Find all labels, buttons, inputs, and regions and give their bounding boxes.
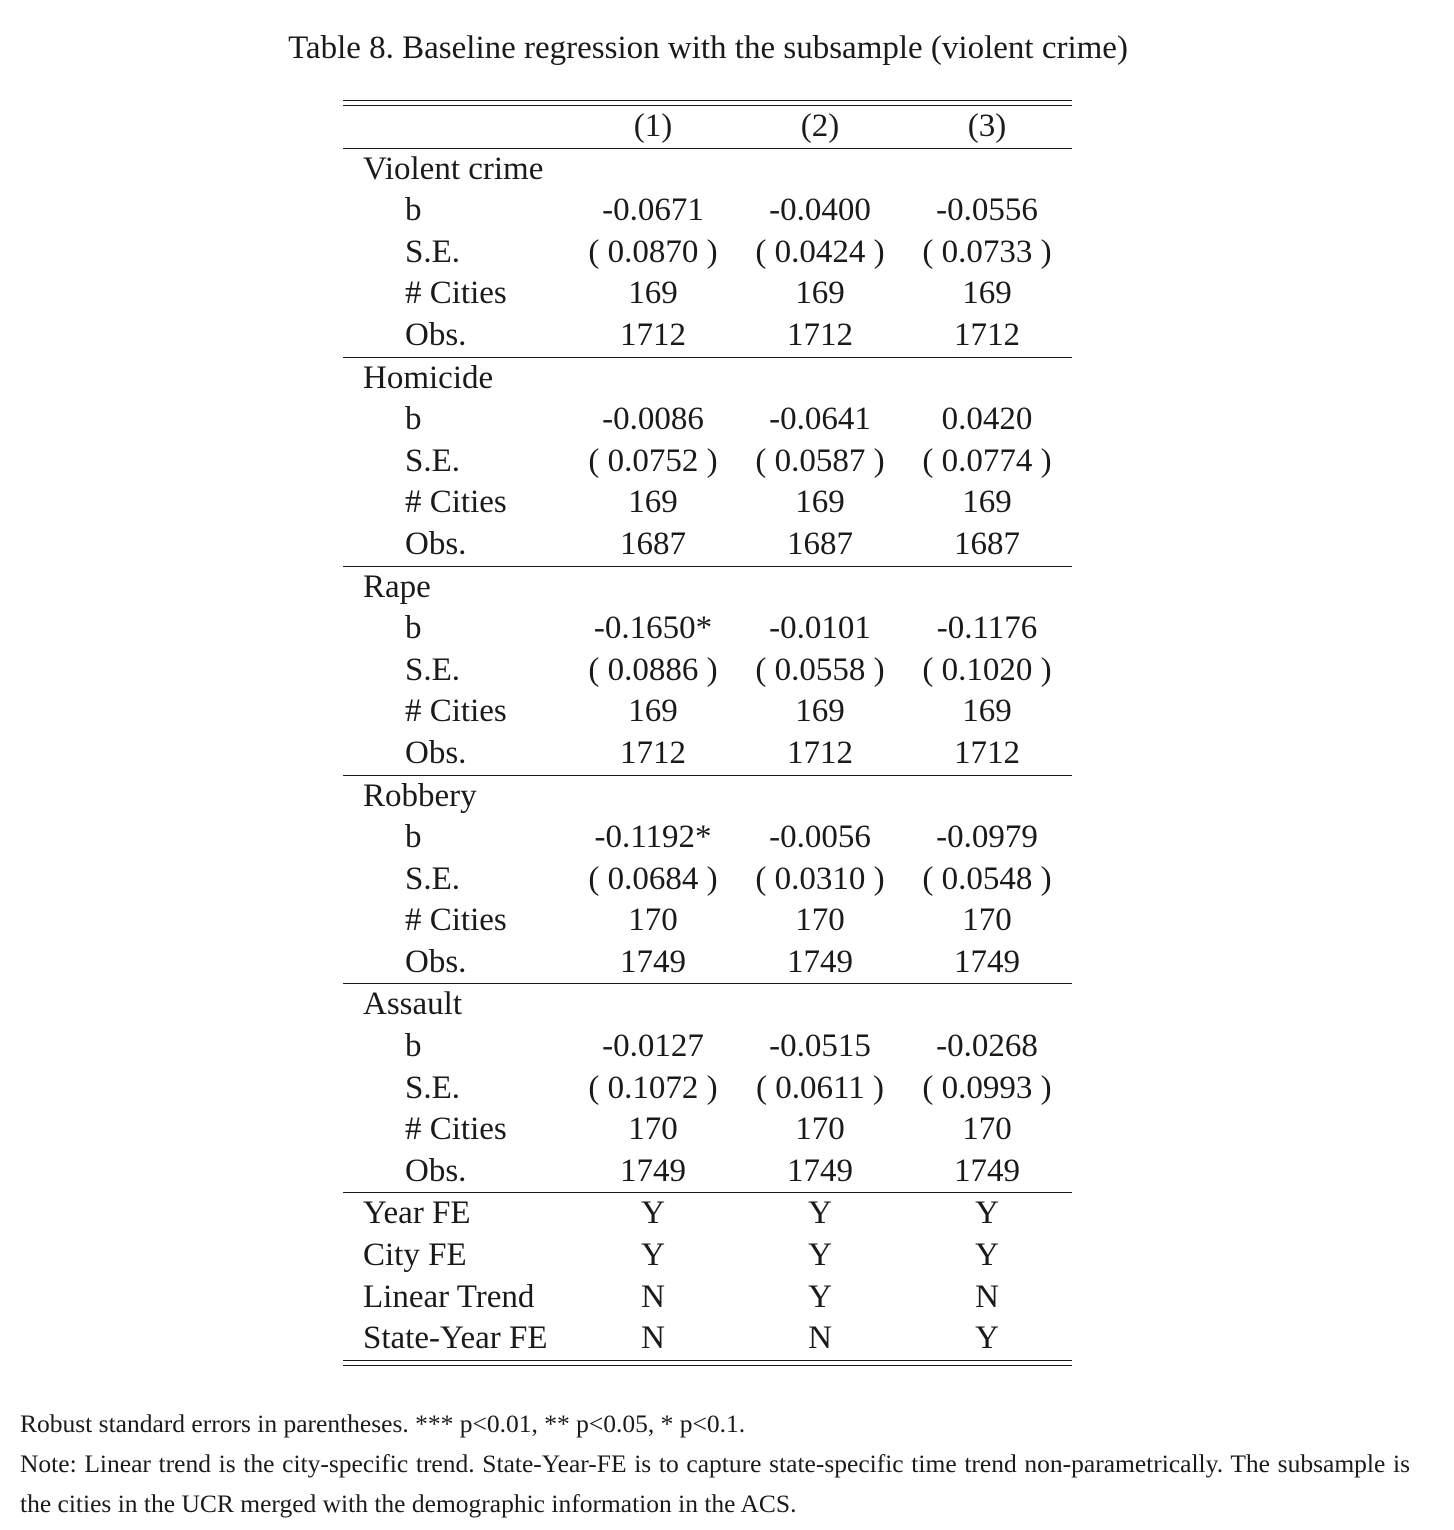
- table-row-cities: [343, 900, 1072, 942]
- fixed-effect-col2: Y: [808, 1237, 832, 1274]
- cell-se-col3: ( 0.0993 ): [922, 1069, 1052, 1106]
- fixed-effect-col3: N: [975, 1278, 999, 1315]
- fixed-effect-col3: Y: [975, 1237, 999, 1274]
- row-label-b: b: [405, 1028, 422, 1065]
- cell-obs-col3: 1712: [954, 734, 1020, 771]
- row-label-b: b: [405, 401, 422, 438]
- row-label-cities: # Cities: [405, 693, 507, 730]
- row-label-cities: # Cities: [405, 902, 507, 939]
- robust-note: Robust standard errors in parentheses. *** p<0.01, ** p<0.05, * p<0.1.: [20, 1409, 746, 1438]
- cell-cities-col2: 169: [795, 484, 845, 521]
- cell-se-col1: ( 0.0886 ): [588, 651, 718, 688]
- table-row-se: [343, 1068, 1072, 1110]
- cell-se-col3: ( 0.0548 ): [922, 860, 1052, 897]
- row-label-obs: Obs.: [405, 316, 467, 353]
- row-label-se: S.E.: [405, 860, 461, 897]
- bottom-rule: [343, 1360, 1072, 1366]
- fixed-effect-col1: N: [641, 1320, 665, 1357]
- cell-cities-col3: 169: [962, 693, 1012, 730]
- table-row-se: [343, 859, 1072, 901]
- section-title: Rape: [363, 568, 431, 605]
- cell-cities-col2: 170: [795, 1111, 845, 1148]
- fixed-effect-col1: Y: [641, 1237, 665, 1274]
- cell-b-col1: -0.0086: [602, 401, 704, 438]
- row-label-se: S.E.: [405, 233, 461, 270]
- cell-se-col2: ( 0.0424 ): [755, 233, 885, 270]
- row-label-cities: # Cities: [405, 275, 507, 312]
- column-header-1: (1): [633, 108, 673, 144]
- cell-cities-col1: 170: [628, 1111, 678, 1148]
- cell-b-col1: -0.0671: [602, 192, 704, 229]
- cell-se-col2: ( 0.0558 ): [755, 651, 885, 688]
- table-row-b: [343, 190, 1072, 232]
- cell-cities-col2: 169: [795, 275, 845, 312]
- row-label-obs: Obs.: [405, 943, 467, 980]
- fixed-effect-row: [343, 1318, 1072, 1360]
- row-label-se: S.E.: [405, 1069, 461, 1106]
- cell-cities-col2: 169: [795, 693, 845, 730]
- row-label-se: S.E.: [405, 442, 461, 479]
- cell-obs-col2: 1687: [787, 525, 853, 562]
- cell-se-col2: ( 0.0611 ): [755, 1069, 884, 1106]
- section-title: Robbery: [363, 777, 477, 814]
- row-label-cities: # Cities: [405, 1111, 507, 1148]
- table-body: [343, 148, 1072, 1193]
- section-title-row: [343, 358, 1072, 400]
- row-label-obs: Obs.: [405, 734, 467, 771]
- table-row-b: [343, 1026, 1072, 1068]
- section-title: Violent crime: [363, 150, 544, 187]
- section-title-row: [343, 567, 1072, 609]
- cell-obs-col1: 1712: [620, 316, 686, 353]
- cell-b-col2: -0.0641: [769, 401, 871, 438]
- cell-se-col1: ( 0.0684 ): [588, 860, 718, 897]
- header-row: [343, 106, 1072, 148]
- cell-b-col3: -0.0979: [936, 819, 1038, 856]
- cell-b-col2: -0.0056: [769, 819, 871, 856]
- table-row-obs: [343, 942, 1072, 984]
- cell-obs-col3: 1712: [954, 316, 1020, 353]
- row-label-se: S.E.: [405, 651, 461, 688]
- row-label-cities: # Cities: [405, 484, 507, 521]
- cell-b-col1: -0.1650*: [593, 610, 713, 647]
- cell-cities-col1: 169: [628, 275, 678, 312]
- cell-b-col2: -0.0101: [769, 610, 871, 647]
- cell-b-col2: -0.0400: [769, 192, 871, 229]
- cell-se-col1: ( 0.1072 ): [588, 1069, 718, 1106]
- row-label-obs: Obs.: [405, 1152, 467, 1189]
- cell-obs-col1: 1749: [620, 943, 686, 980]
- explanatory-note: Note: Linear trend is the city-specific trend. State-Year-FE is to capture state-specific time trend non-parametrically. The subsample is the cities in the UCR merged with the demographic information in the ACS.: [20, 1449, 1410, 1518]
- table-caption: Table 8. Baseline regression with the subsample (violent crime): [288, 30, 1128, 66]
- fixed-effect-col3: Y: [975, 1195, 999, 1232]
- fixed-effect-col2: Y: [808, 1195, 832, 1232]
- table-row-se: [343, 441, 1072, 483]
- cell-obs-col2: 1749: [787, 1152, 853, 1189]
- cell-se-col1: ( 0.0870 ): [588, 233, 718, 270]
- cell-se-col3: ( 0.0733 ): [922, 233, 1052, 270]
- cell-b-col3: -0.1176: [936, 610, 1038, 647]
- cell-obs-col2: 1712: [787, 734, 853, 771]
- row-label-obs: Obs.: [405, 525, 467, 562]
- section-title: Assault: [363, 986, 462, 1023]
- cell-cities-col1: 170: [628, 902, 678, 939]
- cell-se-col2: ( 0.0310 ): [755, 860, 885, 897]
- fixed-effect-col3: Y: [975, 1320, 999, 1357]
- cell-b-col2: -0.0515: [769, 1028, 871, 1065]
- cell-obs-col1: 1687: [620, 525, 686, 562]
- cell-cities-col3: 169: [962, 275, 1012, 312]
- cell-obs-col3: 1687: [954, 525, 1020, 562]
- column-header-2: (2): [800, 108, 840, 144]
- table-row-obs: [343, 315, 1072, 357]
- section-title-row: [343, 149, 1072, 191]
- table-row-b: [343, 399, 1072, 441]
- cell-se-col3: ( 0.0774 ): [922, 442, 1052, 479]
- table-row-cities: [343, 273, 1072, 315]
- table-row-obs: [343, 524, 1072, 566]
- cell-b-col3: -0.0268: [936, 1028, 1038, 1065]
- fixed-effect-row: [343, 1193, 1072, 1235]
- table-row-cities: [343, 691, 1072, 733]
- table-row-cities: [343, 1109, 1072, 1151]
- fixed-effect-col2: Y: [808, 1278, 832, 1315]
- cell-cities-col1: 169: [628, 693, 678, 730]
- fixed-effects-block: [343, 1193, 1072, 1359]
- table-row-b: [343, 817, 1072, 859]
- cell-obs-col1: 1749: [620, 1152, 686, 1189]
- cell-cities-col3: 170: [962, 1111, 1012, 1148]
- table-row-cities: [343, 482, 1072, 524]
- cell-cities-col2: 170: [795, 902, 845, 939]
- section-title: Homicide: [363, 359, 494, 396]
- cell-se-col2: ( 0.0587 ): [755, 442, 885, 479]
- cell-obs-col2: 1749: [787, 943, 853, 980]
- fixed-effect-label: Linear Trend: [363, 1278, 535, 1315]
- cell-obs-col3: 1749: [954, 1152, 1020, 1189]
- cell-se-col1: ( 0.0752 ): [588, 442, 718, 479]
- cell-b-col3: -0.0556: [936, 192, 1038, 229]
- fixed-effect-col1: N: [641, 1278, 665, 1315]
- cell-cities-col3: 169: [962, 484, 1012, 521]
- row-label-b: b: [405, 192, 422, 229]
- cell-se-col3: ( 0.1020 ): [922, 651, 1052, 688]
- row-label-b: b: [405, 819, 422, 856]
- cell-b-col1: -0.0127: [602, 1028, 704, 1065]
- fixed-effect-col2: N: [808, 1320, 832, 1357]
- cell-cities-col3: 170: [962, 902, 1012, 939]
- table-row-se: [343, 232, 1072, 274]
- fixed-effect-label: Year FE: [363, 1195, 471, 1232]
- fixed-effect-label: State-Year FE: [363, 1320, 548, 1357]
- table-notes: [20, 1404, 1410, 1524]
- table-row-obs: [343, 1151, 1072, 1193]
- cell-b-col3: 0.0420: [941, 401, 1033, 438]
- table-row-obs: [343, 733, 1072, 775]
- cell-b-col1: -0.1192*: [594, 819, 712, 856]
- section-title-row: [343, 984, 1072, 1026]
- row-label-b: b: [405, 610, 422, 647]
- cell-cities-col1: 169: [628, 484, 678, 521]
- fixed-effect-col1: Y: [641, 1195, 665, 1232]
- table-row-b: [343, 608, 1072, 650]
- fixed-effect-label: City FE: [363, 1237, 467, 1274]
- section-title-row: [343, 776, 1072, 818]
- regression-table: [343, 100, 1072, 1366]
- cell-obs-col3: 1749: [954, 943, 1020, 980]
- fixed-effect-row: [343, 1235, 1072, 1277]
- fixed-effect-row: [343, 1277, 1072, 1319]
- cell-obs-col1: 1712: [620, 734, 686, 771]
- column-header-3: (3): [967, 108, 1007, 144]
- table-row-se: [343, 650, 1072, 692]
- cell-obs-col2: 1712: [787, 316, 853, 353]
